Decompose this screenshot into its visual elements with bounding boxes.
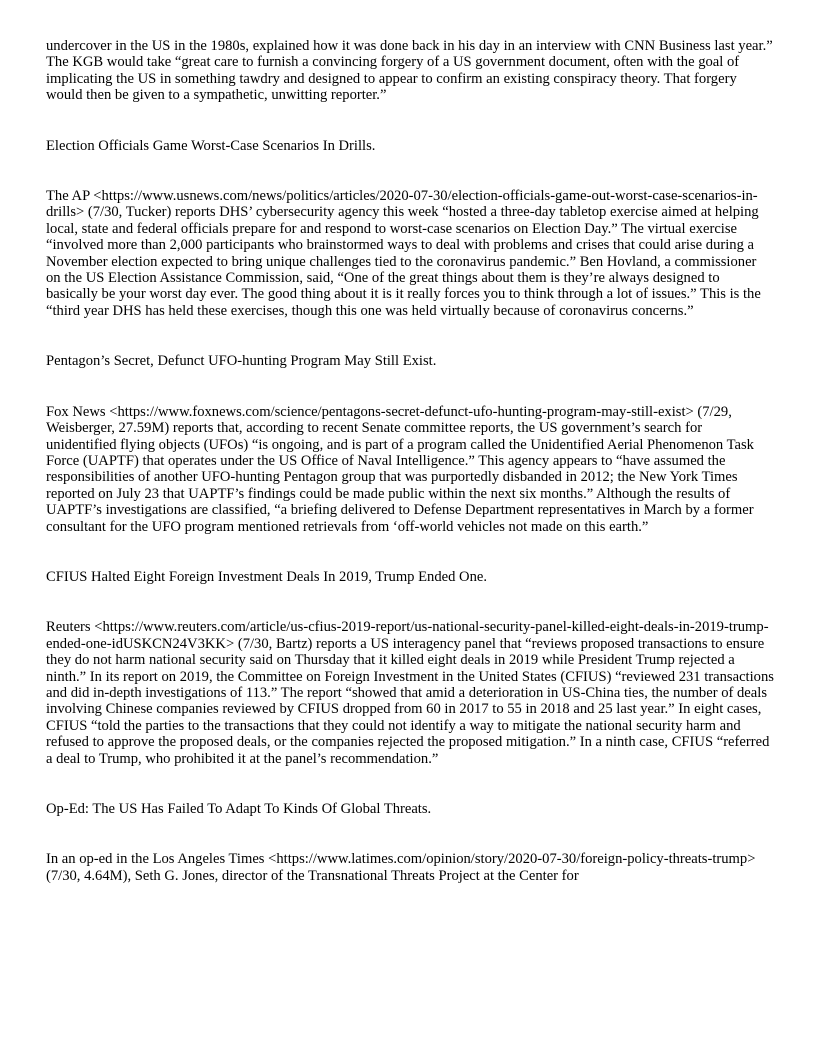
spacer <box>46 767 774 801</box>
spacer <box>46 585 774 619</box>
article-body-cfius: Reuters <https://www.reuters.com/article/us-cfius-2019-report/us-national-security-panel-killed-eight-deals-in-2019-trump-ended-one-idUSKCN24V3KK> (7/30, Bartz) reports a US interagency panel that “reviews proposed transactions to ensure they do not harm national security said on Thursday that it killed eight deals in 2019 while President Trump rejected a ninth.” In its report on 2019, the Committee on Foreign Investment in the United States (CFIUS) “reviewed 231 transactions and did in-depth investigations of 113.” The report “showed that amid a deterioration in US-China ties, the number of deals involving Chinese companies reviewed by CFIUS dropped from 60 in 2017 to 55 in 2018 and 25 last year.” In eight cases, CFIUS “told the parties to the transactions that they could not identify a way to mitigate the national security harm and refused to approve the proposed deals, or the companies rejected the proposed mitigation.” In a ninth case, CFIUS “referred a deal to Trump, who prohibited it at the panel’s recommendation.” <box>46 619 774 767</box>
article-headline-election: Election Officials Game Worst-Case Scenarios In Drills. <box>46 137 376 154</box>
article-headline-oped: Op-Ed: The US Has Failed To Adapt To Kinds Of Global Threats. <box>46 801 432 817</box>
spacer <box>46 535 774 569</box>
article-body-ufo: Fox News <https://www.foxnews.com/science/pentagons-secret-defunct-ufo-hunting-program-may-still-exist> (7/29, Weisberger, 27.59M) reports that, according to recent Senate committee reports, the US government’s search for unidentified flying objects (UFOs) “is ongoing, and is part of a program called the Unidentified Aerial Phenomenon Task Force (UAPTF) that operates under the US Office of Naval Intelligence.” This agency appears to “have assumed the responsibilities of another UFO-hunting Pentagon group that was purportedly disbanded in 2012; the New York Times reported on July 23 that UAPTF’s findings could be made public within the next six months.” Although the results of UAPTF’s investigations are classified, “a briefing delivered to Defense Department representatives in March by a former consultant for the UFO program mentioned retrievals from ‘off-world vehicles not made on this earth.” <box>46 403 754 535</box>
spacer <box>46 104 774 138</box>
intro-paragraph: undercover in the US in the 1980s, explained how it was done back in his day in an interview with CNN Business last year.” The KGB would take “great care to furnish a convincing forgery of a US government document, often with the goal of implicating the US in something tawdry and designed to appear to confirm an existing conspiracy theory. That forgery would then be given to a sympathetic, unwitting reporter.” <box>46 38 773 104</box>
article-body-oped: In an op-ed in the Los Angeles Times <https://www.latimes.com/opinion/story/2020-07-30/foreign-policy-threats-trump> (7/30, 4.64M), Seth G. Jones, director of the Transnational Threats Project at the Center for <box>46 851 756 884</box>
spacer <box>46 370 774 404</box>
article-headline-ufo: Pentagon’s Secret, Defunct UFO-hunting Program May Still Exist. <box>46 353 437 370</box>
spacer <box>46 817 774 851</box>
spacer <box>46 154 774 188</box>
spacer <box>46 319 774 353</box>
article-body-election: The AP <https://www.usnews.com/news/politics/articles/2020-07-30/election-officials-game-out-worst-case-scenarios-in-drills> (7/30, Tucker) reports DHS’ cybersecurity agency this week “hosted a three-day tabletop exercise aimed at helping local, state and federal officials prepare for and respond to worst-case scenarios on Election Day.” The virtual exercise “involved more than 2,000 participants who brainstormed ways to deal with problems and crises that could arise during a November election expected to bring unique challenges tied to the coronavirus pandemic.” Ben Hovland, a commissioner on the US Election Assistance Commission, said, “One of the great things about them is they’re always designed to basically be your worst day ever. The good thing about it is it really forces you to think through a lot of issues.” This is the “third year DHS has held these exercises, though this one was held virtually because of coronavirus concerns.” <box>46 188 761 319</box>
document-page <box>46 38 774 884</box>
article-headline-cfius: CFIUS Halted Eight Foreign Investment Deals In 2019, Trump Ended One. <box>46 568 488 585</box>
